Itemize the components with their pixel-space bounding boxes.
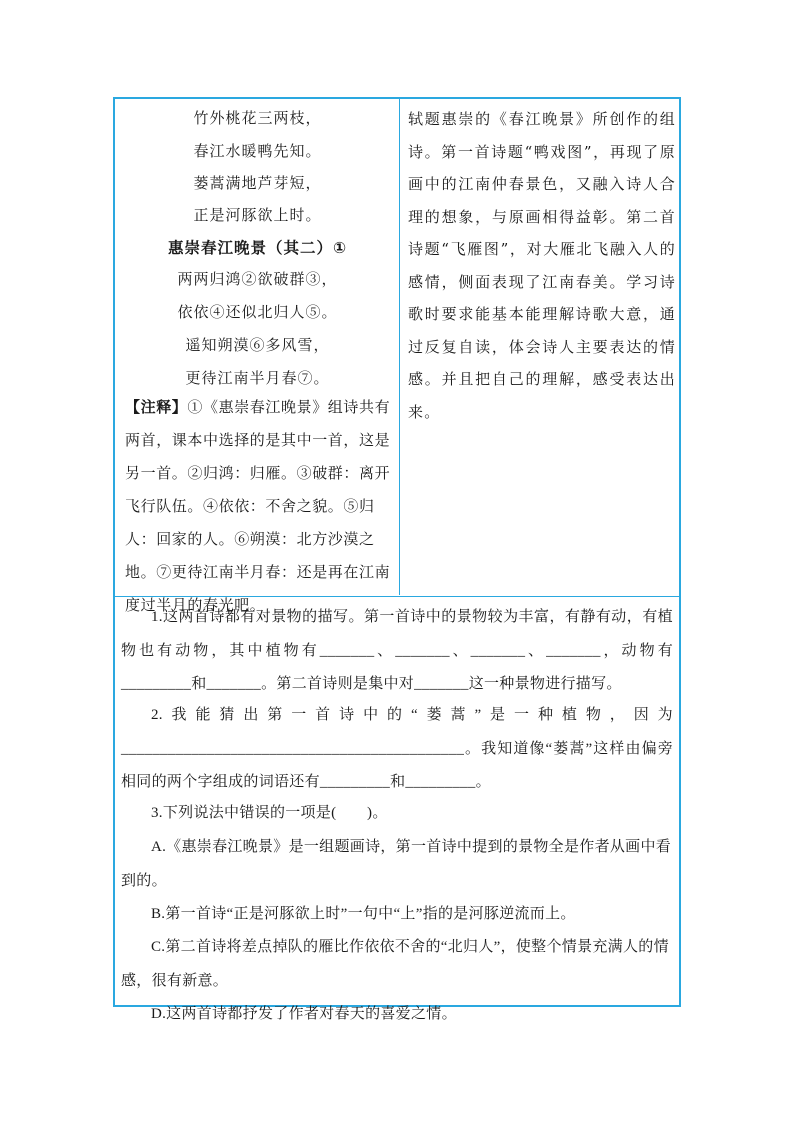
note-label: 【注释】 bbox=[125, 398, 188, 416]
commentary-text: 轼题惠崇的《春江晚景》所创作的组诗。第一首诗题“鸭戏图”，再现了原画中的江南仲春景色，又融入诗人合理的想象，与原画相得益彰。第二首诗题“飞雁图”，对大雁北飞融入人的感情，侧面表现了江南春美。学习诗歌时要求能基本能理解诗歌大意，通过反复自读，体会诗人主要表达的情感。并且把自己的理解，感受表达出来。 bbox=[408, 110, 676, 421]
poem1-line-3: 蒌蒿满地芦芽短， bbox=[193, 174, 322, 192]
note-text: ①《惠崇春江晚景》组诗共有两首，课本中选择的是其中一首，这是另一首。②归鸿：归雁。③破群：离开飞行队伍。④依依：不舍之貌。⑤归人：回家的人。⑥朔漠：北方沙漠之地。⑦更待江南半月春：还是再在江南度过半月的春光吧。 bbox=[125, 398, 391, 614]
option-b: B.第一首诗“正是河豚欲上时”一句中“上”指的是河豚逆流而上。 bbox=[151, 906, 576, 922]
poem-column bbox=[115, 99, 400, 614]
poem-notes bbox=[125, 391, 393, 622]
poem-row bbox=[115, 99, 679, 614]
poem2-title: 惠崇春江晚景（其二）① bbox=[167, 239, 348, 257]
option-d: D.这两首诗都抒发了作者对春天的喜爱之情。 bbox=[151, 1006, 457, 1022]
poem1-line-4: 正是河豚欲上时。 bbox=[193, 206, 322, 224]
option-a: A.《惠崇春江晚景》是一组题画诗，第一首诗中提到的景物全是作者从画中看到的。 bbox=[121, 839, 672, 889]
question-3: 3.下列说法中错误的一项是( )。 bbox=[151, 805, 388, 821]
poem1-line-1: 竹外桃花三两枝， bbox=[193, 109, 322, 127]
poem2-line-4: 更待江南半月春⑦。 bbox=[185, 369, 330, 387]
poem1-line-2: 春江水暖鸭先知。 bbox=[193, 142, 322, 160]
question-2: 2.我能猜出第一首诗中的“蒌蒿”是一种植物，因为____________________________________________。我知道像“蒌蒿”这样由偏旁相同的两个字组成的词语还有_________和_________。 bbox=[121, 707, 673, 790]
poem2-line-2: 依依④还似北归人⑤。 bbox=[177, 303, 338, 321]
option-c: C.第二首诗将差点掉队的雁比作依依不舍的“北归人”，使整个情景充满人的情感，很有新意。 bbox=[121, 939, 669, 989]
commentary-column bbox=[402, 99, 679, 595]
poem2-line-1: 两两归鸿②欲破群③， bbox=[177, 270, 338, 288]
worksheet-table bbox=[113, 97, 681, 1022]
poem2-line-3: 遥知朔漠⑥多风雪， bbox=[185, 336, 330, 354]
questions-section bbox=[115, 597, 679, 1022]
question-1: 1.这两首诗都有对景物的描写。第一首诗中的景物较为丰富，有静有动，有植物也有动物，其中植物有_______、_______、_______、_______，动物有_________和_______。第二首诗则是集中对_______这一种景物进行描写。 bbox=[121, 609, 673, 692]
